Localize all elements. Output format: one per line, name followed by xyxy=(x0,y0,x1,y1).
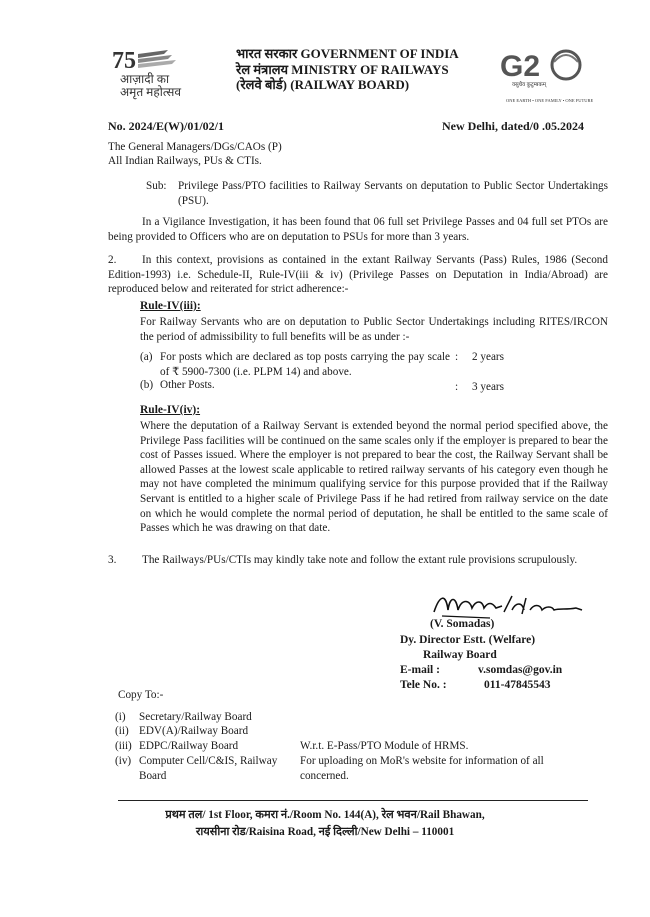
g20-tagline-english: ONE EARTH • ONE FAMILY • ONE FUTURE xyxy=(506,98,594,103)
rule-item-a-colon: : xyxy=(455,351,459,363)
copy-item-recipient: EDV(A)/Railway Board xyxy=(139,725,249,737)
rule-iv-iii-body: For Railway Servants who are on deputation to Public Sector Undertakings including RITES/IRCON the period of admissibility to full benefits will be as under :- xyxy=(140,316,608,343)
svg-text:G2: G2 xyxy=(500,50,541,83)
signatory-name: (V. Somadas) xyxy=(430,618,495,630)
letterhead-title xyxy=(236,46,496,93)
copy-to-heading: Copy To:- xyxy=(118,689,164,701)
letter-date: New Delhi, dated/0 .05.2024 xyxy=(442,119,584,133)
rule-item-b-colon: : xyxy=(455,381,459,393)
signatory-office: Railway Board xyxy=(423,649,497,661)
copy-item-number: (iii) xyxy=(115,740,132,752)
copy-item-recipient: Secretary/Railway Board xyxy=(139,711,252,723)
copy-item-recipient: EDPC/Railway Board xyxy=(139,740,239,752)
copy-item-number: (ii) xyxy=(115,725,129,737)
subject-label: Sub: xyxy=(146,180,167,192)
rule-iv-iv-heading: Rule-IV(iv): xyxy=(140,404,201,416)
letter-number: No. 2024/E(W)/01/02/1 xyxy=(108,119,224,133)
rule-item-b-text: Other Posts. xyxy=(160,379,215,391)
rule-item-a-label: (a) xyxy=(140,351,153,363)
email-label: E-mail : xyxy=(400,664,440,676)
addressee-line-1: The General Managers/DGs/CAOs (P) xyxy=(108,141,282,153)
g20-tagline-hindi: वसुधैव कुटुम्बकम् xyxy=(512,82,547,88)
copy-item-recipient: Computer Cell/C&IS, Railway Board xyxy=(139,755,278,782)
rule-item-b-value: 3 years xyxy=(472,381,504,393)
footer-divider xyxy=(118,800,588,801)
logo-caption: आज़ादी का अमृत महोत्सव xyxy=(120,72,182,99)
letterhead-line-board: (रेलवे बोर्ड) (RAILWAY BOARD) xyxy=(236,77,410,92)
svg-text:75: 75 xyxy=(112,48,136,74)
rule-iv-iv-body: Where the deputation of a Railway Servant is extended beyond the normal period specified above, the Privilege Pass facilities will be continued on the same scales only if the employer is prepared to bear the cost of Passes issued. Where the employer is not prepared to bear the cost, the Railway Servant shall be allowed Passes at the lowest scale applicable to retired railway servants of his category even though he may not have completed the minimum qualifying service for this purpose provided that if the Railway Servant is entitled to a higher scale of Privilege Pass if he had retired from railway service on the date on which he would complete the normal period of deputation, he shall be entitled to the same scale of Passes which he was drawing on that date. xyxy=(140,420,608,535)
paragraph-2: In this context, provisions as contained in the extant Railway Servants (Pass) Rules, 1986 (Second Edition-1993) i.e. Schedule-II, Rule-IV(iii & iv) (Privilege Passes on Deputation in India/Abroad) are reproduced below and reiterated for strict adherence:- xyxy=(108,254,608,296)
g20-logo xyxy=(498,42,588,102)
footer-address-line-1: प्रथम तल/ 1st Floor, कमरा नं./Room No. 144(A), रेल भवन/Rail Bhawan, xyxy=(165,809,485,821)
copy-item-note: For uploading on MoR's website for information of all concerned. xyxy=(300,755,544,782)
telephone-number: 011-47845543 xyxy=(484,679,551,691)
addressee-line-2: All Indian Railways, PUs & CTIs. xyxy=(108,155,262,167)
rule-item-b-label: (b) xyxy=(140,379,154,391)
rule-item-a-value: 2 years xyxy=(472,351,504,363)
telephone-label: Tele No. : xyxy=(400,679,447,691)
email-address: v.somdas@gov.in xyxy=(478,664,563,676)
signatory-designation: Dy. Director Estt. (Welfare) xyxy=(400,634,536,646)
rule-item-a-text: For posts which are declared as top posts carrying the pay scale of ₹ 5900-7300 (i.e. PLPM 14) and above. xyxy=(160,351,450,378)
letterhead-line-ministry: रेल मंत्रालय MINISTRY OF RAILWAYS xyxy=(236,61,449,77)
copy-item-note: W.r.t. E-Pass/PTO Module of HRMS. xyxy=(300,740,469,752)
rule-iv-iii-heading: Rule-IV(iii): xyxy=(140,300,201,312)
paragraph-1: In a Vigilance Investigation, it has been found that 06 full set Privilege Passes and 04 full set PTOs are being provided to Officers who are on deputation to PSUs for more than 3 years. xyxy=(108,216,608,243)
footer-address-line-2: रायसीना रोड/Raisina Road, नई दिल्ली/New Delhi – 110001 xyxy=(195,826,455,838)
paragraph-3-number: 3. xyxy=(108,554,117,566)
copy-item-number: (iv) xyxy=(115,755,132,767)
copy-item-number: (i) xyxy=(115,711,126,723)
paragraph-3: The Railways/PUs/CTIs may kindly take note and follow the extant rule provisions scrupulously. xyxy=(142,554,578,566)
paragraph-2-number: 2. xyxy=(108,254,117,266)
subject-text: Privilege Pass/PTO facilities to Railway Servants on deputation to Public Sector Undertakings (PSU). xyxy=(178,180,608,207)
letterhead-line-government: भारत सरकार GOVERNMENT OF INDIA xyxy=(236,46,459,61)
